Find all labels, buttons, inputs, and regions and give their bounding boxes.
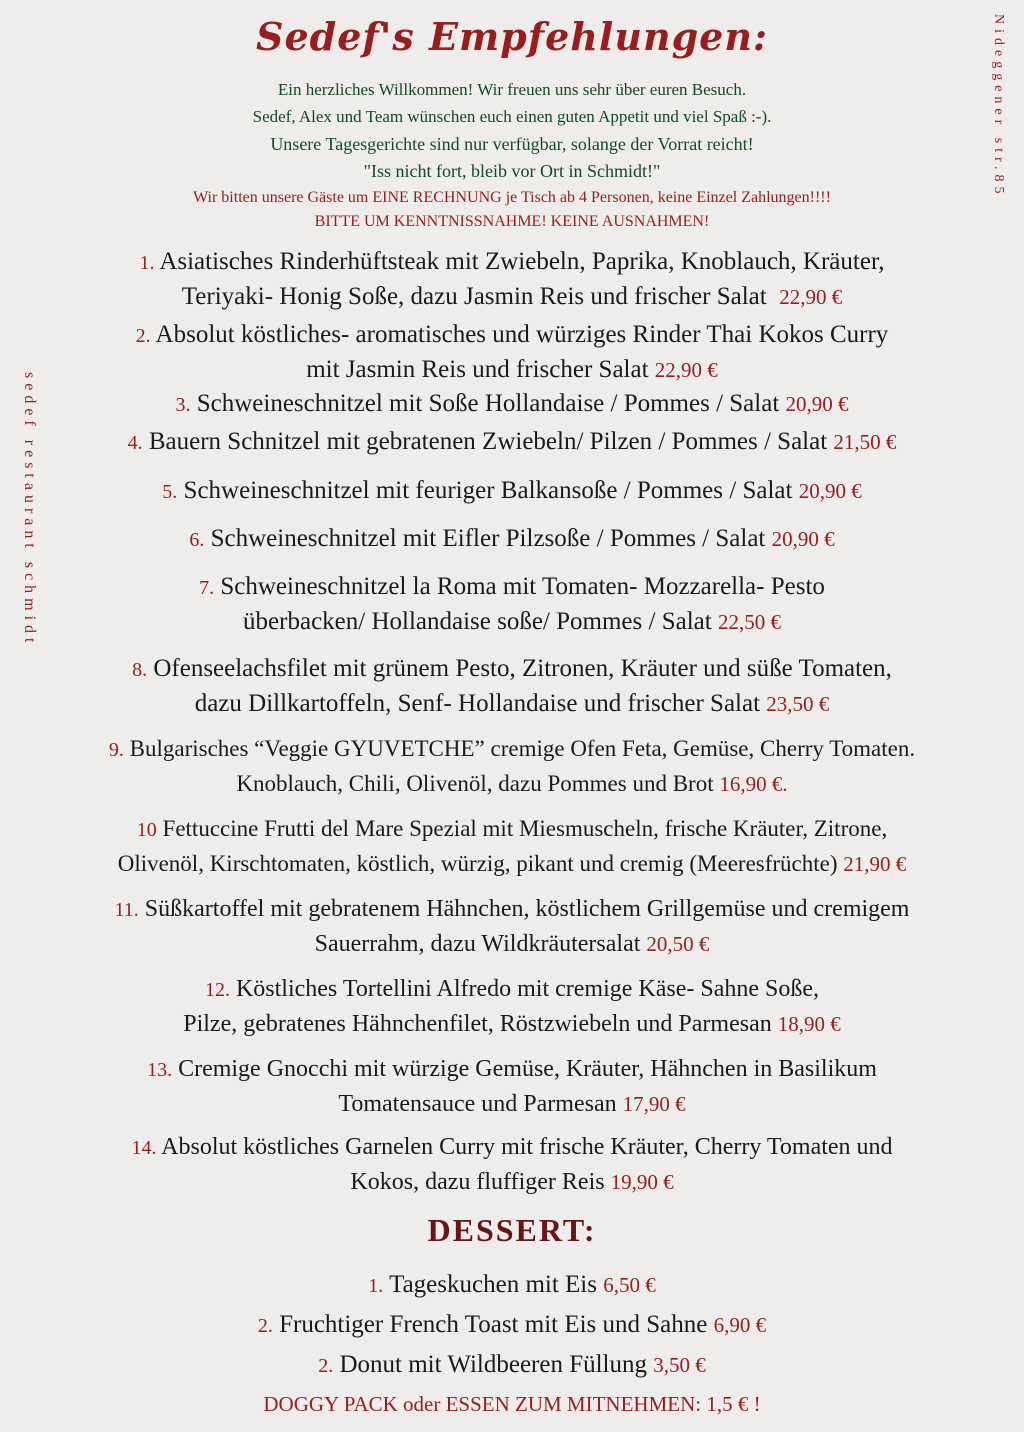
item-text: Fettuccine Frutti del Mare Spezial mit Miesmuscheln, frische Kräuter, Zitrone, (162, 816, 888, 841)
dessert-item (0, 1271, 1024, 1299)
item-text: Asiatisches Rinderhüftsteak mit Zwiebeln, Paprika, Knoblauch, Kräuter, (159, 248, 885, 275)
dessert-number: 1. (368, 1275, 384, 1297)
dessert-price: 6,90 € (713, 1313, 767, 1337)
intro-quote: "Iss nicht fort, bleib vor Ort in Schmidt!" (363, 161, 661, 181)
menu-item (0, 425, 1024, 460)
menu-item (0, 812, 1024, 881)
item-price: 22,50 € (717, 610, 781, 634)
item-text: Bauern Schnitzel mit gebratenen Zwiebeln/ Pilzen / Pommes / Salat (148, 428, 828, 455)
item-number: 14. (131, 1137, 157, 1159)
item-price: 22,90 € (654, 358, 718, 382)
dessert-number: 2. (318, 1355, 334, 1377)
side-restaurant-name: sedef restaurant schmidt (21, 372, 38, 648)
item-text: Absolut köstliches Garnelen Curry mit frische Kräuter, Cherry Tomaten und (161, 1134, 893, 1160)
dessert-item (0, 1351, 1024, 1379)
item-text: Kokos, dazu fluffiger Reis (350, 1169, 605, 1195)
item-text: Olivenöl, Kirschtomaten, köstlich, würzig, pikant und cremig (Meeresfrüchte) (117, 851, 838, 876)
item-text: Schweineschnitzel mit Soße Hollandaise / Pommes / Salat (196, 390, 780, 417)
menu-item (0, 1130, 1024, 1199)
item-number: 7. (199, 577, 215, 599)
item-text: Schweineschnitzel mit feuriger Balkansoße / Pommes / Salat (183, 477, 793, 504)
item-text: Absolut köstliches- aromatisches und würziges Rinder Thai Kokos Curry (155, 321, 889, 348)
item-price: 22,90 € (779, 285, 843, 309)
menu-item (0, 652, 1024, 721)
item-text: dazu Dillkartoffeln, Senf- Hollandaise und frischer Salat (194, 690, 761, 717)
intro-notice: BITTE UM KENNTNISSNAHME! KEINE AUSNAHMEN! (314, 213, 710, 230)
dessert-item (0, 1311, 1024, 1339)
item-price: 16,90 €. (719, 772, 788, 796)
intro-line: Ein herzliches Willkommen! Wir freuen uns sehr über euren Besuch. (277, 80, 747, 99)
intro-line: Sedef, Alex und Team wünschen euch einen guten Appetit und viel Spaß :-). (252, 107, 772, 126)
menu-item (0, 387, 1024, 422)
intro-line: Unsere Tagesgerichte sind nur verfügbar, solange der Vorrat reicht! (270, 134, 754, 154)
menu-item (0, 1052, 1024, 1121)
item-price: 18,90 € (777, 1012, 841, 1036)
item-number: 5. (162, 481, 178, 503)
menu-item (0, 732, 1024, 801)
item-text: Tomatensauce und Parmesan (338, 1091, 617, 1117)
item-number: 10 (136, 819, 157, 841)
side-address: Nideggener str.85 (991, 14, 1006, 199)
item-number: 9. (108, 739, 124, 761)
item-price: 21,90 € (843, 852, 907, 876)
item-number: 3. (175, 394, 191, 416)
item-text: Knoblauch, Chili, Olivenöl, dazu Pommes und Brot (236, 771, 714, 796)
takeaway-notice: DOGGY PACK oder ESSEN ZUM MITNEHMEN: 1,5 € ! (263, 1392, 761, 1416)
item-number: 6. (189, 529, 205, 551)
item-text: überbacken/ Hollandaise soße/ Pommes / Salat (243, 608, 712, 635)
dessert-text: Fruchtiger French Toast mit Eis und Sahne (279, 1311, 708, 1338)
item-number: 4. (127, 432, 143, 454)
dessert-heading: DESSERT: (427, 1212, 597, 1248)
item-number: 1. (139, 252, 155, 274)
dessert-price: 6,50 € (603, 1273, 656, 1297)
item-text: mit Jasmin Reis und frischer Salat (306, 356, 649, 383)
item-text: Schweineschnitzel la Roma mit Tomaten- Mozzarella- Pesto (220, 573, 825, 600)
menu-item (0, 892, 1024, 961)
menu-item (0, 318, 1024, 387)
dessert-price: 3,50 € (653, 1353, 706, 1377)
item-price: 20,90 € (785, 392, 849, 416)
intro-notice: Wir bitten unsere Gäste um EINE RECHNUNG je Tisch ab 4 Personen, keine Einzel Zahlungen!!!! (193, 189, 831, 206)
item-price: 21,50 € (833, 430, 897, 454)
item-number: 2. (135, 325, 151, 347)
item-price: 17,90 € (622, 1092, 686, 1116)
dessert-text: Tageskuchen mit Eis (389, 1271, 597, 1298)
item-text: Pilze, gebratenes Hähnchenfilet, Röstzwiebeln und Parmesan (183, 1011, 772, 1037)
item-price: 19,90 € (610, 1170, 674, 1194)
item-number: 12. (204, 979, 230, 1001)
item-text: Teriyaki- Honig Soße, dazu Jasmin Reis und frischer Salat (181, 283, 767, 310)
menu-item (0, 245, 1024, 314)
dessert-text: Donut mit Wildbeeren Füllung (339, 1351, 654, 1378)
page-title: Sedef's Empfehlungen: (256, 14, 768, 59)
item-price: 20,90 € (798, 479, 862, 503)
item-text: Sauerrahm, dazu Wildkräutersalat (314, 931, 641, 957)
item-number: 8. (132, 659, 148, 681)
item-text: Köstliches Tortellini Alfredo mit cremige Käse- Sahne Soße, (235, 976, 820, 1002)
item-text: Süßkartoffel mit gebratenem Hähnchen, köstlichem Grillgemüse und cremigem (144, 896, 910, 922)
item-number: 13. (147, 1059, 173, 1081)
item-text: Bulgarisches “Veggie GYUVETCHE” cremige Ofen Feta, Gemüse, Cherry Tomaten. (129, 736, 916, 761)
menu-item (0, 474, 1024, 509)
item-price: 20,90 € (771, 527, 835, 551)
dessert-number: 2. (257, 1315, 273, 1337)
item-price: 20,50 € (646, 932, 710, 956)
item-text: Schweineschnitzel mit Eifler Pilzsoße / Pommes / Salat (210, 525, 766, 552)
item-number: 11. (114, 899, 139, 921)
item-price: 23,50 € (766, 692, 830, 716)
menu-item (0, 972, 1024, 1041)
item-text: Cremige Gnocchi mit würzige Gemüse, Kräuter, Hähnchen in Basilikum (178, 1056, 877, 1082)
menu-item (0, 570, 1024, 639)
menu-item (0, 522, 1024, 557)
item-text: Ofenseelachsfilet mit grünem Pesto, Zitronen, Kräuter und süße Tomaten, (153, 655, 892, 682)
